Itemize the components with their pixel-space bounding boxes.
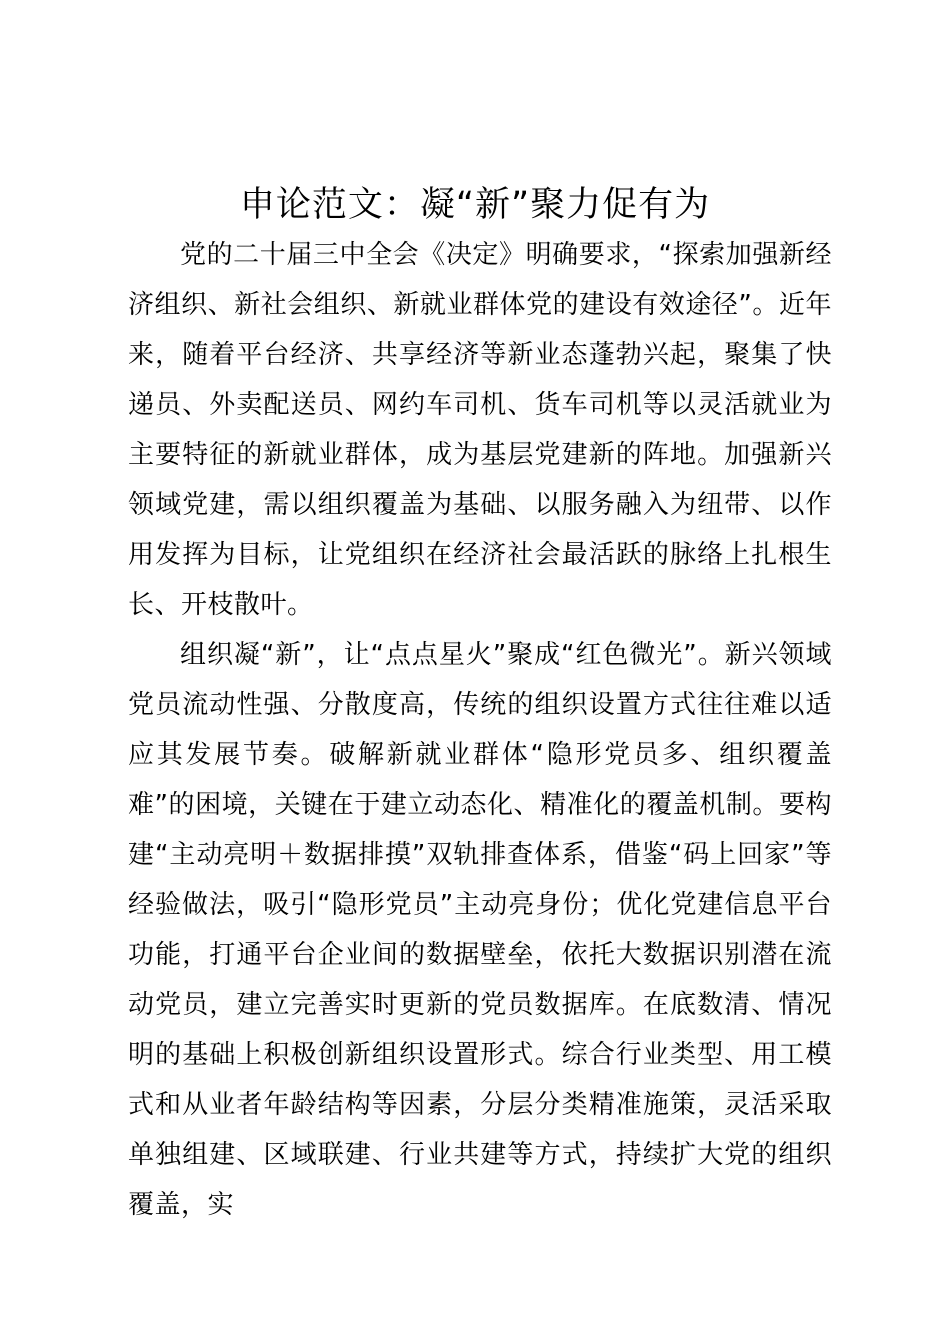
document-body (128, 230, 832, 1230)
paragraph-intro: 党的二十届三中全会《决定》明确要求，“探索加强新经济组织、新社会组织、新就业群体党的建设有效途径”。近年来，随着平台经济、共享经济等新业态蓬勃兴起，聚集了快递员、外卖配送员、网约车司机、货车司机等以灵活就业为主要特征的新就业群体，成为基层党建新的阵地。加强新兴领域党建，需以组织覆盖为基础、以服务融入为纽带、以作用发挥为目标，让党组织在经济社会最活跃的脉络上扎根生长、开枝散叶。 (128, 240, 832, 620)
paragraph-organization: 组织凝“新”，让“点点星火”聚成“红色微光”。新兴领域党员流动性强、分散度高，传统的组织设置方式往往难以适应其发展节奏。破解新就业群体“隐形党员多、组织覆盖难”的困境，关键在于建立动态化、精准化的覆盖机制。要构建“主动亮明＋数据排摸”双轨排查体系，借鉴“码上回家”等经验做法，吸引“隐形党员”主动亮身份；优化党建信息平台功能，打通平台企业间的数据壁垒，依托大数据识别潜在流动党员，建立完善实时更新的党员数据库。在底数清、情况明的基础上积极创新组织设置形式。综合行业类型、用工模式和从业者年龄结构等因素，分层分类精准施策，灵活采取单独组建、区域联建、行业共建等方式，持续扩大党的组织覆盖，实 (128, 640, 832, 1220)
document-title: 申论范文：凝“新”聚力促有为 (239, 185, 711, 225)
